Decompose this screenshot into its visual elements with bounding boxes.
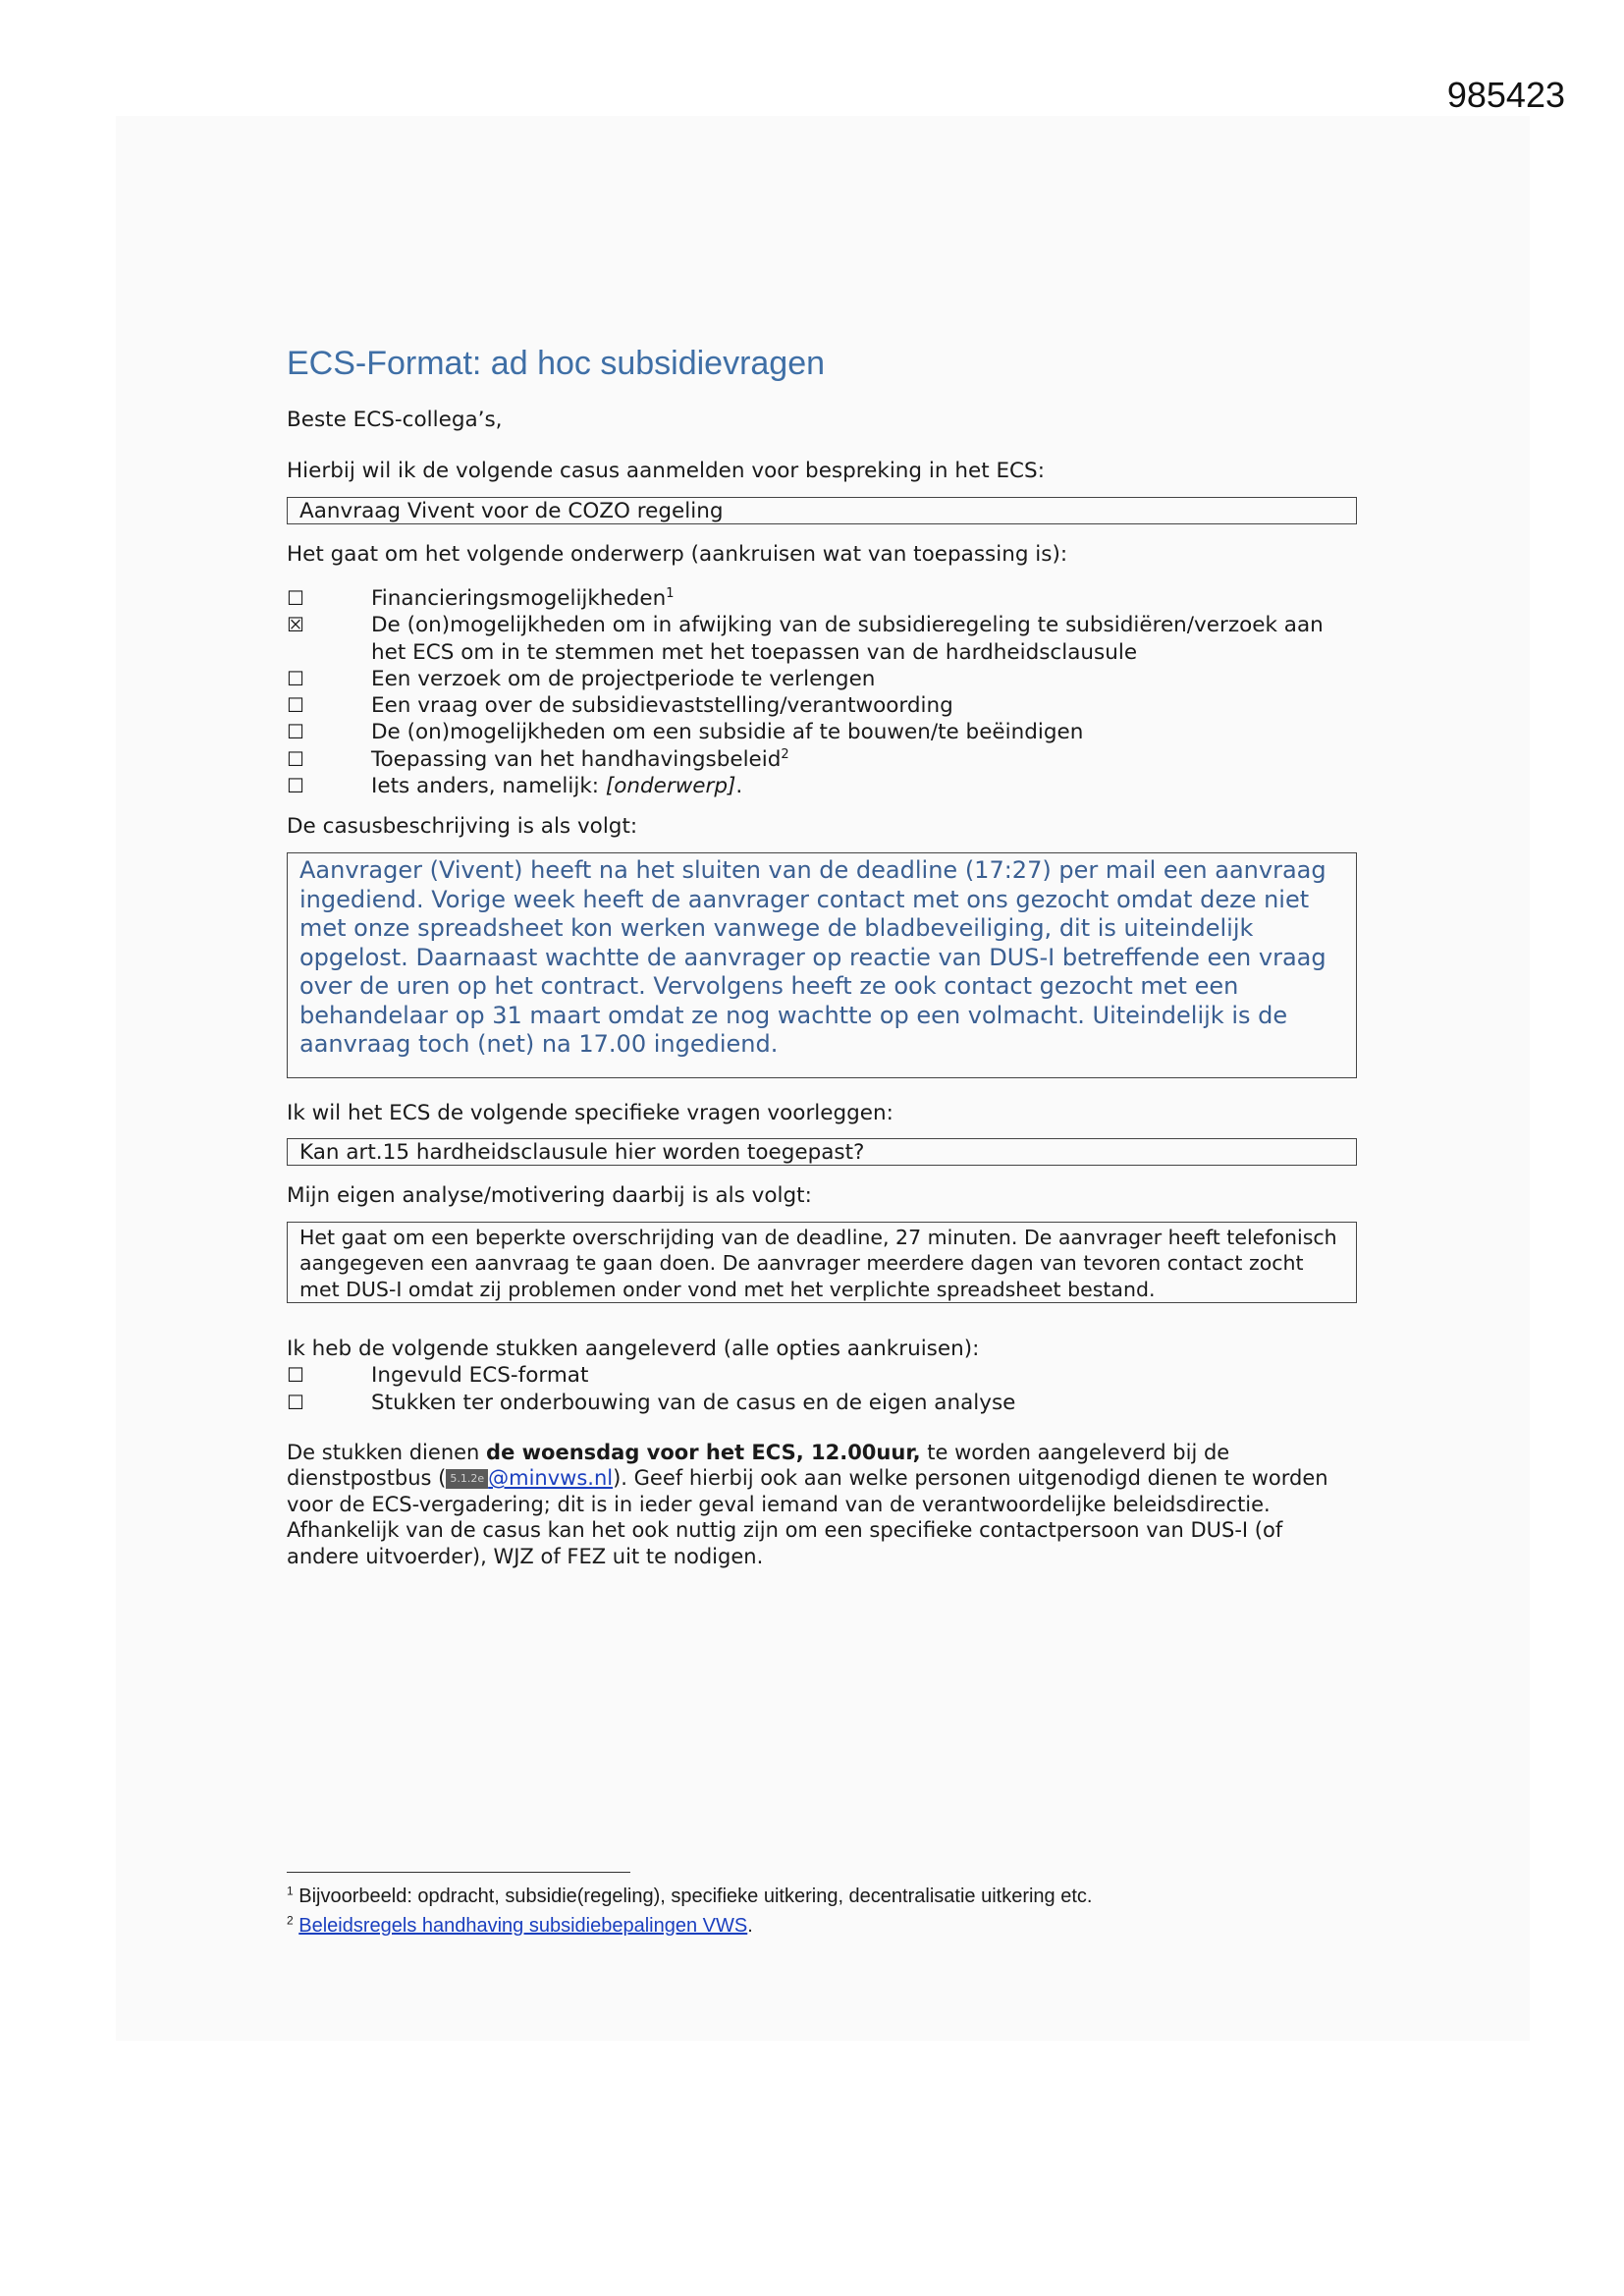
closing-part1: De stukken dienen [287, 1440, 487, 1464]
checkbox[interactable]: ☐ [287, 774, 304, 798]
checkbox[interactable]: ☐ [287, 693, 304, 718]
closing-paragraph [287, 1440, 1357, 1570]
footnote-text: Bijvoorbeeld: opdracht, subsidie(regeling), specifieke uitkering, decentralisatie uitkering etc. [298, 1886, 1093, 1907]
analysis-field[interactable]: Het gaat om een beperkte overschrijding van de deadline, 27 minuten. De aanvrager heeft telefonisch aangegeven een aanvraag te gaan doen. De aanvrager meerdere dagen van tevoren contact zocht met DUS-I omdat zij problemen onder vond met het verplichte spreadsheet bestand. [287, 1222, 1357, 1304]
subject-item [287, 692, 1357, 719]
footnotes [287, 1882, 1357, 1941]
email-link[interactable]: @minvws.nl [488, 1466, 614, 1491]
footnote-tail: . [747, 1915, 753, 1937]
policy-link[interactable]: Beleidsregels handhaving subsidiebepalingen VWS [298, 1915, 748, 1937]
doc-item [287, 1390, 1357, 1416]
checkbox[interactable]: ☐ [287, 586, 304, 610]
docs-checklist [287, 1362, 1357, 1416]
label-text: Een vraag over de subsidievaststelling/verantwoording [371, 693, 953, 719]
description-label: De casusbeschrijving is als volgt: [287, 814, 638, 840]
footnote-divider [287, 1872, 630, 1873]
footnote-2 [287, 1911, 1357, 1941]
closing-part2: te worden aangeleverd bij de dienstpostbus ( [287, 1440, 1230, 1491]
document-number: 985423 [1446, 75, 1565, 115]
case-description-field[interactable]: Aanvrager (Vivent) heeft na het sluiten van de deadline (17:27) per mail een aanvraag ingediend. Vorige week heeft de aanvrager contact met ons gezocht omdat deze niet met onze spreadsheet kon werken vanwege de bladbeveiliging, dit is uiteindelijk opgelost. Daarnaast wachtte de aanvrager op reactie van DUS-I betreffende een vraag over de uren op het contract. Vervolgens heeft ze ook contact gezocht met een behandelaar op 31 maart omdat ze nog wachtte op een volmacht. Uiteindelijk is de aanvraag toch (net) na 17.00 ingediend. [287, 852, 1357, 1078]
label-text: De (on)mogelijkheden om in afwijking van de subsidieregeling te subsidiëren/verzoek aan het ECS om in te stemmen met het toepassen van de hardheidsclausule [371, 613, 1324, 665]
analysis-label: Mijn eigen analyse/motivering daarbij is als volgt: [287, 1182, 812, 1208]
document-body [287, 344, 1357, 1569]
footnote-number: 2 [287, 1913, 294, 1928]
label-tail: . [735, 774, 743, 799]
label-text: Iets anders, namelijk: [371, 774, 606, 799]
redaction-mark: 5.1.2e [446, 1469, 488, 1489]
label-text: Toepassing van het handhavingsbeleid [371, 746, 782, 772]
label-text: Stukken ter onderbouwing van de casus en de eigen analyse [371, 1390, 1016, 1415]
closing-part3: ). Geef hierbij ook aan welke personen uitgenodigd dienen te worden voor de ECS-vergadering; dit is in ieder geval iemand van de verantwoordelijke beleidsdirectie. Afhankelijk van de casus kan het ook nuttig zijn om een specifieke contactpersoon van DUS-I (of andere uitvoerder), WJZ of FEZ uit te nodigen. [287, 1466, 1328, 1568]
subject-item [287, 666, 1357, 692]
checkbox[interactable]: ☐ [287, 666, 304, 690]
case-title-field[interactable]: Aanvraag Vivent voor de COZO regeling [287, 497, 1357, 524]
label-text: Financieringsmogelijkheden [371, 586, 667, 611]
checkbox[interactable]: ☐ [287, 1390, 304, 1414]
subject-label [371, 692, 1357, 719]
subject-item [287, 585, 1357, 612]
footnote-number: 1 [287, 1884, 294, 1898]
subject-item [287, 746, 1357, 773]
subject-label [371, 666, 1357, 692]
label-text: Een verzoek om de projectperiode te verlengen [371, 666, 876, 691]
subject-item [287, 719, 1357, 745]
footnote-ref: 1 [666, 585, 675, 601]
footnote-ref: 2 [781, 746, 789, 762]
subject-item [287, 773, 1357, 799]
question-field[interactable]: Kan art.15 hardheidsclausule hier worden toegepast? [287, 1138, 1357, 1166]
footnote-1 [287, 1882, 1357, 1911]
subject-label [371, 719, 1357, 745]
closing-deadline: de woensdag voor het ECS, 12.00uur, [486, 1440, 921, 1464]
subject-label [371, 585, 1357, 612]
checkbox[interactable]: ☐ [287, 746, 304, 771]
checkbox[interactable]: ☒ [287, 613, 304, 637]
questions-label: Ik wil het ECS de volgende specifieke vragen voorleggen: [287, 1100, 893, 1125]
checkbox[interactable]: ☐ [287, 1363, 304, 1388]
greeting: Beste ECS-collega’s, [287, 408, 503, 432]
page-title: ECS-Format: ad hoc subsidievragen [287, 345, 826, 382]
doc-item [287, 1362, 1357, 1389]
checkbox[interactable]: ☐ [287, 720, 304, 744]
subject-label [371, 773, 1357, 799]
docs-label: Ik heb de volgende stukken aangeleverd (alle opties aankruisen): [287, 1337, 980, 1362]
doc-label [371, 1362, 1357, 1389]
subject-label [371, 746, 1357, 773]
intro-text: Hierbij wil ik de volgende casus aanmelden voor bespreking in het ECS: [287, 459, 1045, 483]
subject-checklist [287, 585, 1357, 799]
subject-item [287, 612, 1357, 666]
label-text: Ingevuld ECS-format [371, 1363, 589, 1389]
label-text: De (on)mogelijkheden om een subsidie af te bouwen/te beëindigen [371, 720, 1084, 745]
label-placeholder: [onderwerp] [605, 774, 736, 799]
subject-label [371, 612, 1357, 666]
subject-prompt: Het gaat om het volgende onderwerp (aankruisen wat van toepassing is): [287, 542, 1068, 567]
doc-label [371, 1390, 1357, 1416]
